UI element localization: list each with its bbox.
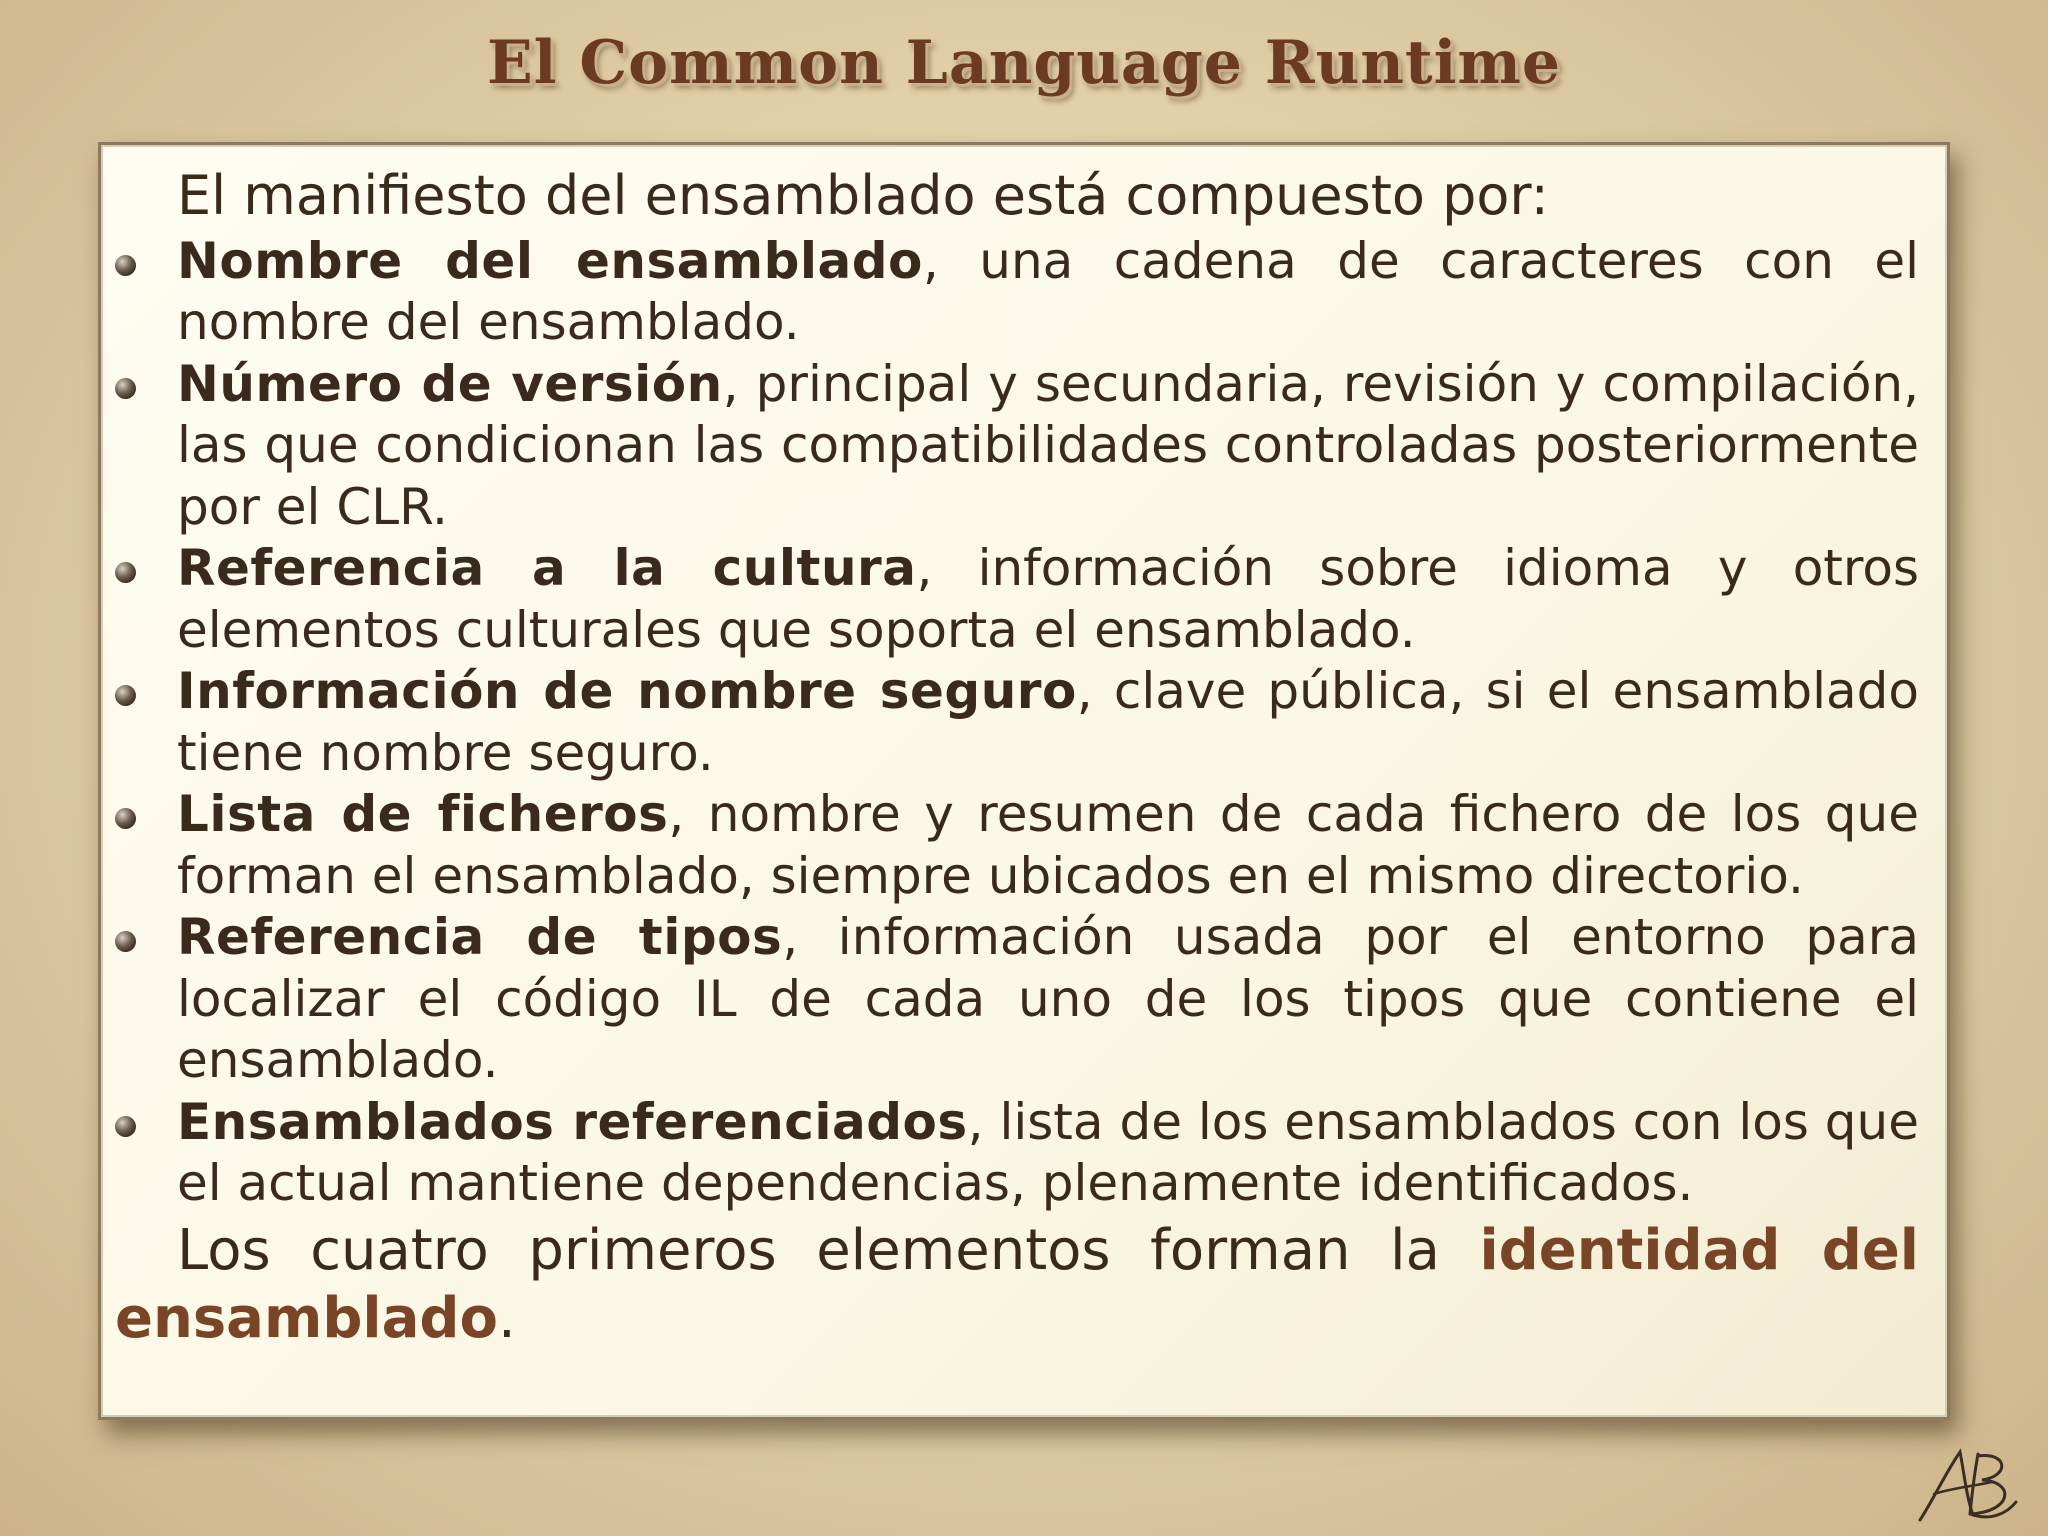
item-description: , una cadena de caracteres con el nombre del ensamblado. [177,231,1920,351]
list-item [115,784,1919,907]
slide-title: El Common Language Runtime [486,28,1562,98]
conclusion-highlight: identidad del ensamblado [115,1217,1919,1351]
item-description: , clave pública, si el ensamblado tiene nombre seguro. [177,662,1919,782]
list-item [115,1092,1919,1215]
item-term: Ensamblados referenciados [177,1092,968,1151]
list-item [115,231,1919,354]
item-description: , lista de los ensamblados con los que el actual mantiene dependencias, plenamente identificados. [177,1092,1919,1212]
list-item [115,661,1919,784]
item-description: , nombre y resumen de cada fichero de los que forman el ensamblado, siempre ubicados en el mismo directorio. [177,785,1919,905]
item-term: Nombre del ensamblado [177,231,923,290]
item-term: Referencia a la cultura [177,539,917,597]
item-term: Lista de ficheros [177,785,669,843]
conclusion-lead: Los cuatro primeros elementos forman la [177,1217,1480,1283]
item-term: Número de versión [177,354,723,413]
bullet-icon [115,1116,136,1137]
bullet-icon [115,685,136,706]
conclusion-text [115,1217,1919,1353]
item-description: , información sobre idioma y otros elementos culturales que soporta el ensamblado. [177,539,1920,659]
bullet-icon [115,808,136,829]
slide-body [115,165,1919,1353]
signature-logo [1912,1442,2022,1526]
list-item [115,907,1919,1092]
content-panel [98,142,1950,1420]
intro-text: El manifiesto del ensamblado está compuesto por: [177,164,1549,227]
list-item [115,354,1919,539]
item-term: Referencia de tipos [177,908,783,966]
bullet-icon [115,562,136,583]
bullet-icon [115,378,136,399]
item-description: , principal y secundaria, revisión y compilación, las que condicionan las compatibilidades controladas posteriormente por el CLR. [177,354,1919,536]
item-term: Información de nombre seguro [177,662,1077,720]
bullet-icon [115,255,136,276]
bullet-icon [115,931,136,952]
list-item [115,538,1919,661]
conclusion-end: . [497,1285,516,1351]
manifest-list [115,231,1919,1215]
item-description: , información usada por el entorno para localizar el código IL de cada uno de los tipos que contiene el ensamblado. [177,908,1919,1089]
